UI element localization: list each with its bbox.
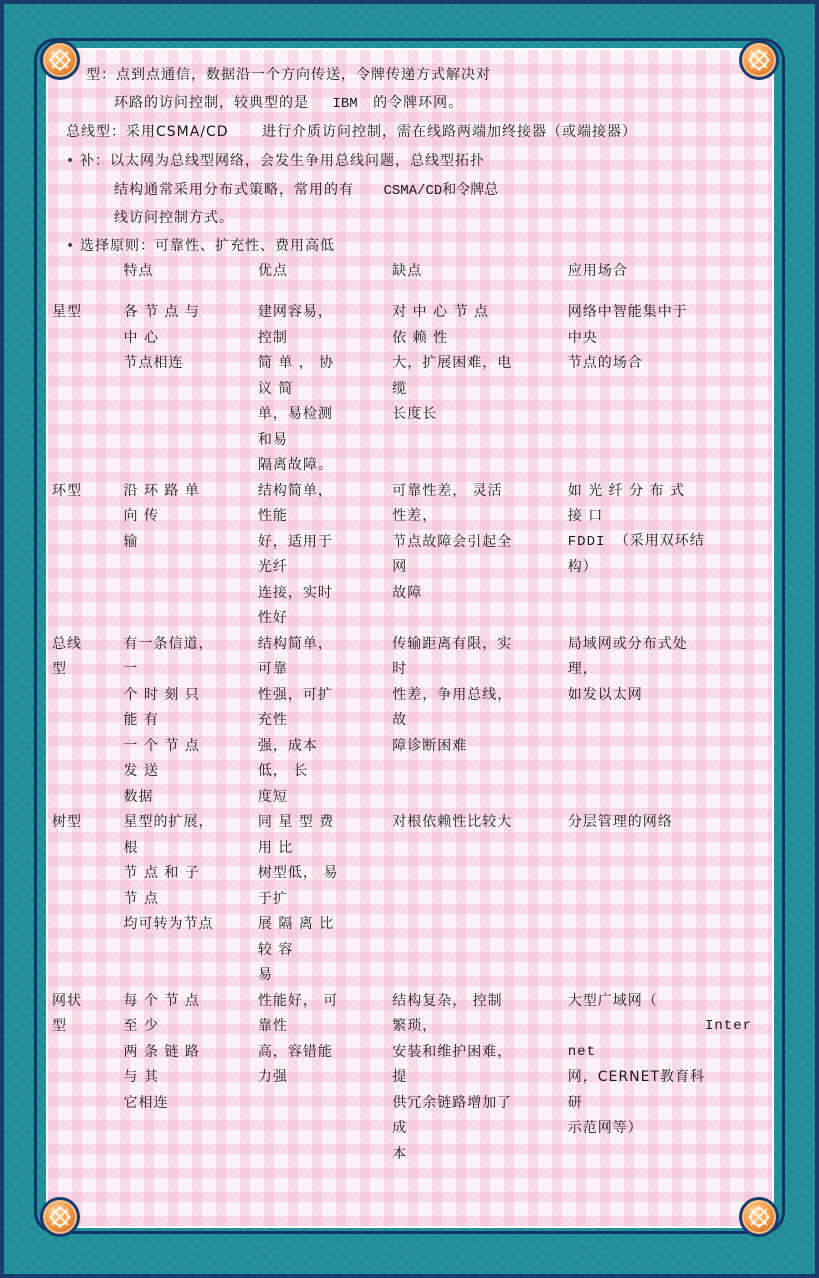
cell-line: 性强，可扩 <box>257 686 333 703</box>
cell-line: 数据 <box>123 788 154 805</box>
pros-cell <box>258 989 392 1168</box>
corner-ornament-icon <box>739 40 779 80</box>
cell-line: 中央 <box>567 329 598 346</box>
cell-line: 可靠性差， 灵活 <box>392 482 503 499</box>
table-row <box>52 479 752 632</box>
corner-ornament-icon <box>739 1197 779 1237</box>
cell-line: 网，CERNET教育科 <box>567 1069 705 1085</box>
topology-name-cell <box>52 479 124 632</box>
cell-line: 中 心 <box>123 329 159 346</box>
bus-pre: 总线型：采用CSMA/CD <box>66 124 229 140</box>
cell-line: 型 <box>52 1018 67 1034</box>
cell-line: 障诊断困难 <box>392 737 468 754</box>
cell-line: 隔离故障。 <box>257 457 333 473</box>
feature-cell <box>124 479 258 632</box>
pros-cell <box>258 300 392 479</box>
cons-cell <box>392 989 568 1168</box>
cell-line: 性好 <box>257 610 288 626</box>
cell-line: 性差，争用总线， <box>392 686 513 703</box>
cell-line: 个 时 刻 只 <box>123 686 200 703</box>
cell-line: 展 隔 离 比 <box>257 916 335 932</box>
cell-line: 长度长 <box>392 406 438 422</box>
cell-line: 强，成本 <box>257 737 318 754</box>
cell-line: 度短 <box>257 788 288 805</box>
table-row <box>52 300 752 479</box>
cell-line: 如发以太网 <box>567 686 643 703</box>
usage-cell <box>568 810 752 989</box>
cell-line: 控制 <box>257 329 288 346</box>
cell-line: 输 <box>123 533 139 550</box>
cell-line: 简 单 ， 协 <box>257 355 335 371</box>
ring-description-line1: 型：点到点通信，数据沿一个方向传送，令牌传递方式解决对 <box>86 67 491 83</box>
ibm-label: IBM <box>332 96 358 112</box>
cell-line: 本 <box>392 1145 408 1162</box>
cell-line: 好，适用于 <box>257 533 333 550</box>
cell-line: 大型广域网（ <box>567 992 658 1009</box>
cell-line: 节点的场合 <box>567 355 643 371</box>
cell-line: 沿 环 路 单 <box>123 482 200 499</box>
cell-line: 星型的扩展， <box>123 814 214 830</box>
usage-cell <box>568 479 752 632</box>
cell-line: 型 <box>52 661 67 677</box>
cell-line: 如 光 纤 分 布 式 <box>567 482 686 499</box>
cell-line: 总线 <box>52 635 82 652</box>
cell-line: 研 <box>567 1094 583 1111</box>
cell-line: 节点相连 <box>123 355 184 371</box>
cell-line: 连接，实时 <box>257 584 333 601</box>
cell-line: 结构简单， <box>257 635 333 652</box>
feature-cell <box>124 632 258 811</box>
cell-line: 均可转为节点 <box>123 916 214 932</box>
cell-line: 至 少 <box>123 1018 159 1034</box>
cell-line: 对 中 心 节 点 <box>392 304 490 320</box>
corner-ornament-icon <box>40 1197 80 1237</box>
cons-cell <box>392 479 568 632</box>
cell-line: 性能好， 可 <box>257 992 339 1009</box>
selection-principle <box>66 236 335 256</box>
cell-line: 节点故障会引起全 <box>392 533 513 550</box>
cell-line: Inter <box>704 1018 752 1034</box>
cell-line: 一 个 节 点 <box>123 737 200 754</box>
cell-line: 议 简 <box>257 380 294 397</box>
table-row <box>52 632 752 811</box>
cell-line: 较 容 <box>257 941 294 958</box>
cell-line: 同 星 型 费 <box>257 814 335 830</box>
cell-line: 网 <box>392 559 408 575</box>
cell-line: 供冗余链路增加了 <box>392 1094 513 1111</box>
cell-line: 树型 <box>52 814 82 830</box>
table-header-row <box>52 258 752 300</box>
feature-cell <box>124 810 258 989</box>
cell-line: 网状 <box>52 992 82 1009</box>
supplement-line3: 线访问控制方式。 <box>114 210 234 226</box>
pros-cell <box>258 632 392 811</box>
cell-line: 对根依赖性比较大 <box>392 814 513 830</box>
cell-line: 与 其 <box>123 1069 159 1085</box>
cell-line: 可靠 <box>257 661 288 677</box>
supplement-line2-pre: 结构通常采用分布式策略，常用的有 <box>114 182 354 198</box>
bullet-icon: • <box>66 238 76 254</box>
cell-line: 网络中智能集中于 <box>567 304 688 320</box>
usage-cell <box>568 632 752 811</box>
cell-line: 于扩 <box>257 890 288 907</box>
supplement-line1 <box>66 151 485 171</box>
cell-line: 构） <box>567 559 598 575</box>
bus-post: 进行介质访问控制，需在线路两端加终接器（或端接器） <box>262 124 638 140</box>
pros-cell <box>258 810 392 989</box>
cell-line: 缆 <box>392 380 408 397</box>
table-row <box>52 989 752 1168</box>
table-header-cell: 优点 <box>257 263 288 279</box>
cell-line: 有一条信道， <box>123 635 214 652</box>
topology-name-cell <box>52 810 124 989</box>
cell-line: 故 <box>392 712 408 728</box>
feature-cell <box>124 989 258 1168</box>
bus-description <box>66 122 637 142</box>
feature-cell <box>124 300 258 479</box>
cell-line: 充性 <box>257 712 288 728</box>
ring-line2-pre: 环路的访问控制，较典型的是 <box>114 95 309 111</box>
cell-line: 接 口 <box>567 508 604 524</box>
cell-line: 光纤 <box>257 559 288 575</box>
cell-line: 树型低， 易 <box>257 865 339 881</box>
supplement-line2 <box>114 180 498 201</box>
table-header-cell: 特点 <box>123 263 154 279</box>
cell-line: 节 点 <box>123 890 159 907</box>
cell-line: 单，易检测 <box>257 406 333 422</box>
cell-line: 靠性 <box>257 1018 288 1034</box>
cell-line: 示范网等） <box>567 1120 643 1136</box>
supplement-line2-csma: CSMA/CD和令牌总 <box>383 183 499 199</box>
cell-line: 两 条 链 路 <box>123 1043 200 1060</box>
cell-line: net <box>567 1043 596 1060</box>
cell-line: 每 个 节 点 <box>123 992 200 1009</box>
table-header-cell: 应用场合 <box>567 263 628 279</box>
topology-name-cell <box>52 632 124 811</box>
cell-line: 时 <box>392 661 408 677</box>
cell-line: 建网容易， <box>257 304 333 320</box>
ring-line2-post: 的令牌环网。 <box>373 95 464 111</box>
cell-line: 传输距离有限，实 <box>392 635 513 652</box>
cons-cell <box>392 632 568 811</box>
cell-line: 一 <box>123 661 139 677</box>
cell-line: 星型 <box>52 304 82 320</box>
cell-line: 成 <box>392 1120 408 1136</box>
cell-line: 根 <box>123 839 139 856</box>
cell-line: 结构复杂， 控制 <box>392 992 503 1009</box>
cell-line: 性能 <box>257 508 288 524</box>
cell-line: 能 有 <box>123 712 159 728</box>
topology-name-cell <box>52 300 124 479</box>
ring-description-line2 <box>114 93 463 114</box>
cell-line: 分层管理的网络 <box>567 814 673 830</box>
cell-line: 和易 <box>257 431 288 448</box>
cell-line: 提 <box>392 1069 408 1085</box>
cell-line: 安装和维护困难， <box>392 1043 513 1060</box>
cell-line: 低， 长 <box>257 763 309 779</box>
cell-line: 易 <box>257 967 273 983</box>
corner-ornament-icon <box>40 40 80 80</box>
usage-cell <box>568 989 752 1168</box>
table-row <box>52 810 752 989</box>
cell-line: 理， <box>567 661 598 677</box>
table-header-cell <box>52 258 124 300</box>
cell-line: 节 点 和 子 <box>123 865 200 881</box>
cons-cell <box>392 300 568 479</box>
cell-line: 向 传 <box>123 508 159 524</box>
selection-principle-text: 选择原则：可靠性、扩充性、费用高低 <box>80 238 335 254</box>
cell-line: 各 节 点 与 <box>123 304 200 320</box>
bullet-icon: • <box>66 153 76 169</box>
cell-line: 用 比 <box>257 839 294 856</box>
topology-comparison-table <box>52 258 752 1167</box>
cell-line: 繁琐， <box>392 1018 438 1034</box>
cell-line: 发 送 <box>123 763 159 779</box>
cell-line: 依 赖 性 <box>392 329 449 346</box>
cell-line: 局域网或分布式处 <box>567 635 688 652</box>
topology-name-cell <box>52 989 124 1168</box>
cell-line: 大，扩展困难，电 <box>392 355 513 371</box>
usage-cell <box>568 300 752 479</box>
cons-cell <box>392 810 568 989</box>
cell-line: 力强 <box>257 1069 288 1085</box>
supplement-line1-text: 补：以太网为总线型网络，会发生争用总线问题，总线型拓扑 <box>80 153 485 169</box>
cell-line: 故障 <box>392 584 423 601</box>
pros-cell <box>258 479 392 632</box>
cell-line: 结构简单， <box>257 482 333 499</box>
cell-line: FDDI （采用双环结 <box>567 533 705 550</box>
cell-line: 环型 <box>52 482 82 499</box>
cell-line: 性差， <box>392 508 438 524</box>
table-header-cell: 缺点 <box>392 263 423 279</box>
cell-line: 高，容错能 <box>257 1043 333 1060</box>
cell-line: 它相连 <box>123 1094 169 1111</box>
